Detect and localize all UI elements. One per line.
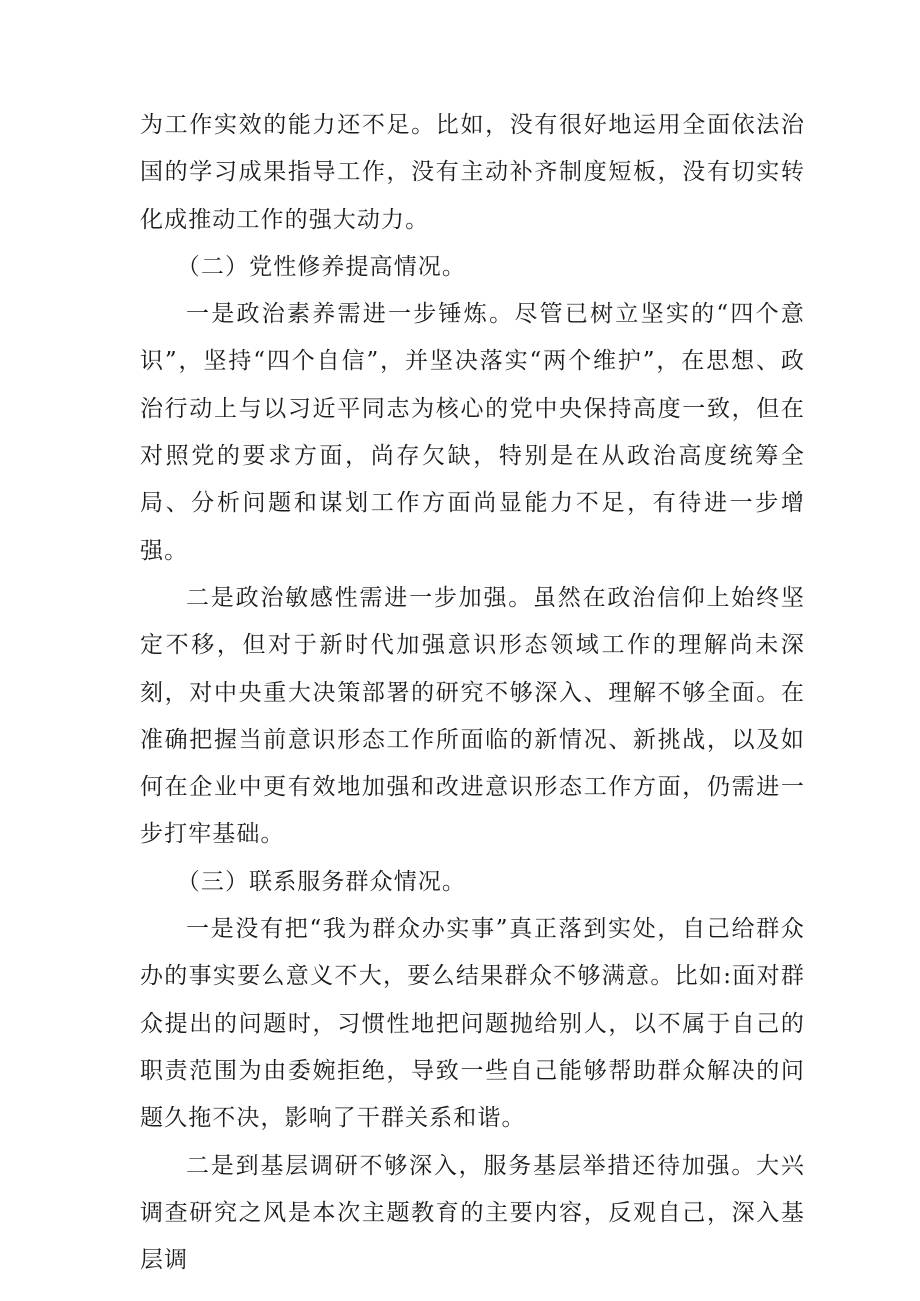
paragraph-continued: 为工作实效的能力还不足。比如，没有很好地运用全面依法治国的学习成果指导工作，没有主动补齐制度短板，没有切实转化成推动工作的强大动力。 bbox=[140, 112, 805, 233]
paragraph-grassroots-research: 二是到基层调研不够深入，服务基层举措还待加强。大兴调查研究之风是本次主题教育的主要内容，反观自己，深入基层调 bbox=[140, 1152, 805, 1274]
paragraph-doing-practical-things: 一是没有把“我为群众办实事”真正落到实处，自己给群众办的事实要么意义不大，要么结果群众不够满意。比如:面对群众提出的问题时，习惯性地把问题抛给别人，以不属于自己的职责范围为由委婉拒绝，导致一些自己能够帮助群众解决的问题久拖不决，影响了干群关系和谐。 bbox=[140, 916, 805, 1132]
paragraph-political-literacy: 一是政治素养需进一步锤炼。尽管已树立坚实的“四个意识”，坚持“四个自信”，并坚决落实“两个维护”，在思想、政治行动上与以习近平同志为核心的党中央保持高度一致，但在对照党的要求方面，尚存欠缺，特别是在从政治高度统筹全局、分析问题和谋划工作方面尚显能力不足，有待进一步增强。 bbox=[140, 301, 805, 564]
section-heading-serving-masses: （三）联系服务群众情况。 bbox=[176, 868, 466, 895]
document-body bbox=[140, 102, 805, 1284]
section-heading-party-spirit: （二）党性修养提高情况。 bbox=[176, 253, 466, 280]
paragraph-political-sensitivity: 二是政治敏感性需进一步加强。虽然在政治信仰上始终坚定不移，但对于新时代加强意识形态领域工作的理解尚未深刻，对中央重大决策部署的研究不够深入、理解不够全面。在准确把握当前意识形态工作所面临的新情况、新挑战，以及如何在企业中更有效地加强和改进意识形态工作方面，仍需进一步打牢基础。 bbox=[140, 584, 805, 848]
